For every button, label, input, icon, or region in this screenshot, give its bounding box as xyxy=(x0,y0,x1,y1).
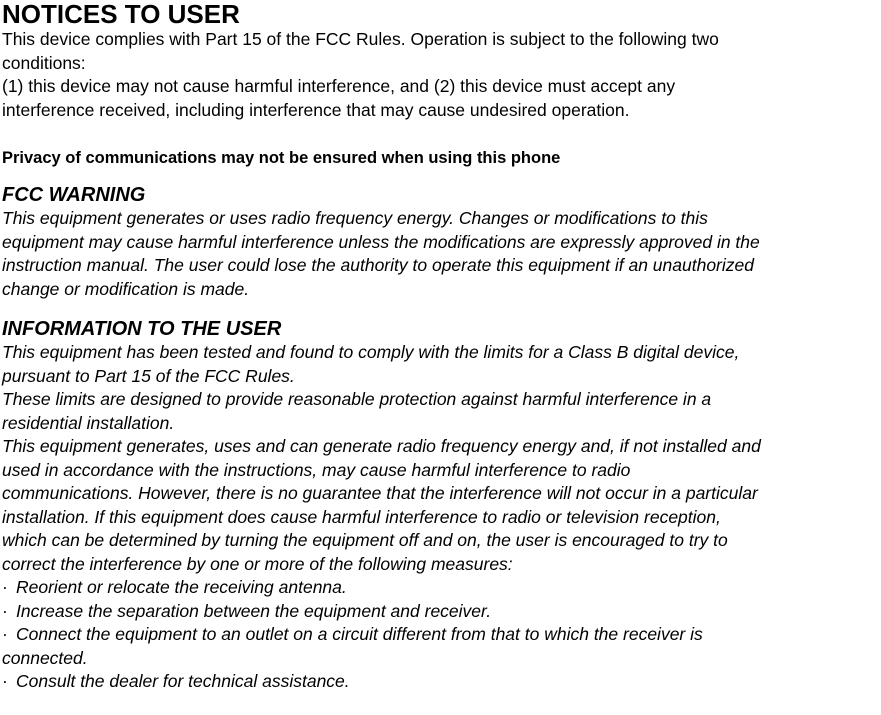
information-line: This equipment has been tested and found to comply with the limits for a Class B digital device, xyxy=(2,342,740,362)
measure-text: connected. xyxy=(2,647,88,668)
measure-item xyxy=(2,600,880,624)
information-line: installation. If this equipment does cause harmful interference to radio or television reception, xyxy=(2,506,721,527)
measure-text: Reorient or relocate the receiving antenna. xyxy=(16,577,347,597)
notices-line-4: interference received, including interference that may cause undesired operation. xyxy=(2,99,630,120)
information-line: which can be determined by turning the equipment off and on, the user is encouraged to try to xyxy=(2,530,728,550)
information-line: residential installation. xyxy=(2,412,175,433)
measure-text: Connect the equipment to an outlet on a circuit different from that to which the receiver is xyxy=(16,624,703,644)
fcc-warning-line: instruction manual. The user could lose the authority to operate this equipment if an unauthorized xyxy=(2,255,754,275)
fcc-warning-line: change or modification is made. xyxy=(2,278,250,299)
information-line: pursuant to Part 15 of the FCC Rules. xyxy=(2,365,295,386)
bullet-dot: · xyxy=(2,671,8,691)
measure-item xyxy=(2,670,880,694)
bullet-dot: · xyxy=(2,600,8,621)
bullet-dot: · xyxy=(2,624,8,644)
fcc-warning-line: equipment may cause harmful interference unless the modifications are expressly approved in the xyxy=(2,231,760,252)
information-line: communications. However, there is no guarantee that the interference will not occur in a particular xyxy=(2,483,758,503)
document-page xyxy=(2,0,880,694)
information-heading: INFORMATION TO THE USER xyxy=(2,318,282,340)
fcc-warning-heading: FCC WARNING xyxy=(2,184,146,206)
notices-title: NOTICES TO USER xyxy=(2,0,240,29)
measure-item xyxy=(2,623,880,647)
measure-text: Increase the separation between the equipment and receiver. xyxy=(16,600,492,621)
information-line: used in accordance with the instructions, may cause harmful interference to radio xyxy=(2,459,631,480)
information-line: These limits are designed to provide reasonable protection against harmful interference in a xyxy=(2,389,712,409)
notices-line-1: This device complies with Part 15 of the FCC Rules. Operation is subject to the following two xyxy=(2,29,719,49)
notices-line-2: conditions: xyxy=(2,52,86,73)
measure-text: Consult the dealer for technical assistance. xyxy=(16,671,350,691)
information-section xyxy=(2,317,880,694)
fcc-warning-section xyxy=(2,183,880,301)
measure-item-continued xyxy=(2,647,880,671)
measure-item xyxy=(2,576,880,600)
information-line: correct the interference by one or more of the following measures: xyxy=(2,553,513,574)
notices-line-3: (1) this device may not cause harmful interference, and (2) this device must accept any xyxy=(2,76,676,96)
information-line: This equipment generates, uses and can generate radio frequency energy and, if not installed and xyxy=(2,436,761,456)
fcc-warning-line: This equipment generates or uses radio frequency energy. Changes or modifications to this xyxy=(2,208,708,228)
privacy-statement: Privacy of communications may not be ensured when using this phone xyxy=(2,149,561,167)
bullet-dot: · xyxy=(2,577,8,597)
